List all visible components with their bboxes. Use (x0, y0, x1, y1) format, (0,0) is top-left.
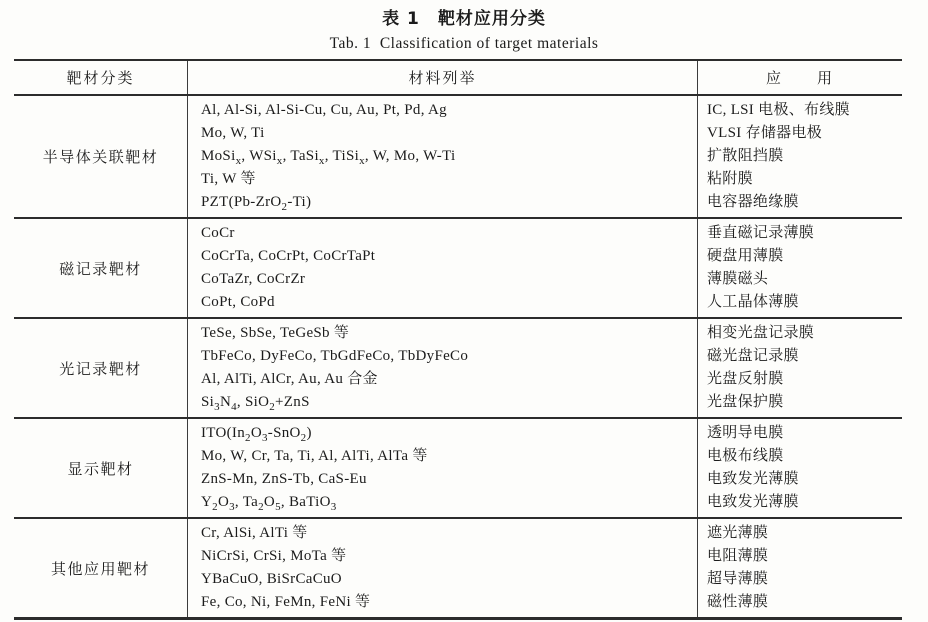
category-cell: 半导体关联靶材 (42, 150, 159, 166)
table-header-row (14, 61, 902, 96)
application-line: 电致发光薄膜 (707, 471, 799, 487)
applications-cell (697, 319, 902, 417)
header-application: 应 用 (697, 61, 902, 94)
applications-cell (697, 419, 902, 517)
material-line: Ti, W 等 (201, 171, 256, 187)
table-title-chinese: 表 1 靶材应用分类 (382, 9, 546, 29)
application-line: 薄膜磁头 (707, 271, 769, 287)
target-materials-table (14, 59, 902, 620)
material-line: TbFeCo, DyFeCo, TbGdFeCo, TbDyFeCo (201, 348, 469, 364)
table-row-other (14, 519, 902, 617)
material-line: MoSi$_x$, WSi$_x$, TaSi$_x$, TiSi$_x$, W, Mo, W-Ti (201, 148, 456, 167)
material-line: CoCr (201, 225, 235, 241)
application-line: 光盘保护膜 (707, 394, 784, 410)
material-line: $ITO(In_2O_3-SnO_2)$ (201, 425, 312, 444)
application-line: 粘附膜 (707, 171, 753, 187)
material-line: TeSe, SbSe, TeGeSb 等 (201, 325, 350, 341)
material-line: CoPt, CoPd (201, 294, 275, 310)
material-line: YBaCuO, BiSrCaCuO (201, 571, 342, 587)
material-line: Al, AlTi, AlCr, Au, Au 合金 (201, 371, 378, 387)
application-line: 硬盘用薄膜 (707, 248, 784, 264)
material-line: Al, Al-Si, Al-Si-Cu, Cu, Au, Pt, Pd, Ag (201, 102, 447, 118)
material-line: Fe, Co, Ni, FeMn, FeNi 等 (201, 594, 371, 610)
header-category: 靶材分类 (66, 71, 135, 87)
category-cell: 磁记录靶材 (59, 261, 142, 278)
table-row-magnetic-recording (14, 219, 902, 319)
table-row-optical-recording (14, 319, 902, 419)
materials-cell (187, 419, 697, 517)
application-line: 垂直磁记录薄膜 (707, 225, 815, 241)
application-line: 磁光盘记录膜 (707, 348, 799, 364)
application-line: 光盘反射膜 (707, 371, 784, 387)
application-line: 电致发光薄膜 (707, 494, 799, 510)
material-line: Cr, AlSi, AlTi 等 (201, 525, 308, 541)
materials-cell (187, 219, 697, 317)
application-line: 电阻薄膜 (707, 548, 769, 564)
category-cell: 显示靶材 (67, 461, 134, 478)
header-materials: 材料列举 (187, 61, 697, 94)
application-line: VLSI 存储器电极 (707, 125, 823, 141)
materials-cell (187, 519, 697, 617)
application-line: 透明导电膜 (707, 425, 784, 441)
material-line: ZnS-Mn, ZnS-Tb, CaS-Eu (201, 471, 367, 487)
applications-cell (697, 96, 902, 217)
category-cell: 光记录靶材 (59, 361, 142, 378)
material-line: $Y_2O_3$, $Ta_2O_5$, BaTiO$_3$ (201, 494, 337, 513)
application-line: 人工晶体薄膜 (707, 294, 799, 310)
application-line: 遮光薄膜 (707, 525, 769, 541)
table-row-display (14, 419, 902, 519)
materials-cell (187, 96, 697, 217)
application-line: 扩散阻挡膜 (707, 148, 784, 164)
application-line: 磁性薄膜 (707, 594, 769, 610)
material-line: Mo, W, Ti (201, 125, 265, 141)
application-line: 相变光盘记录膜 (707, 325, 815, 341)
table-title-english: Tab. 1 Classification of target materials (329, 35, 599, 52)
material-line: $Si_3N_4$, SiO$_2$+ZnS (201, 394, 310, 413)
applications-cell (697, 219, 902, 317)
material-line: Mo, W, Cr, Ta, Ti, Al, AlTi, AlTa 等 (201, 448, 428, 464)
table-row-semiconductor (14, 96, 902, 219)
application-line: 超导薄膜 (707, 571, 769, 587)
material-line: CoCrTa, CoCrPt, CoCrTaPt (201, 248, 376, 264)
material-line: NiCrSi, CrSi, MoTa 等 (201, 548, 347, 564)
category-cell: 其他应用靶材 (50, 561, 150, 578)
materials-cell (187, 319, 697, 417)
applications-cell (697, 519, 902, 617)
application-line: IC, LSI 电极、布线膜 (707, 102, 850, 118)
application-line: 电极布线膜 (707, 448, 784, 464)
material-line: PZT(Pb-ZrO$_2$-Ti) (201, 194, 312, 213)
application-line: 电容器绝缘膜 (707, 194, 799, 210)
material-line: CoTaZr, CoCrZr (201, 271, 306, 287)
